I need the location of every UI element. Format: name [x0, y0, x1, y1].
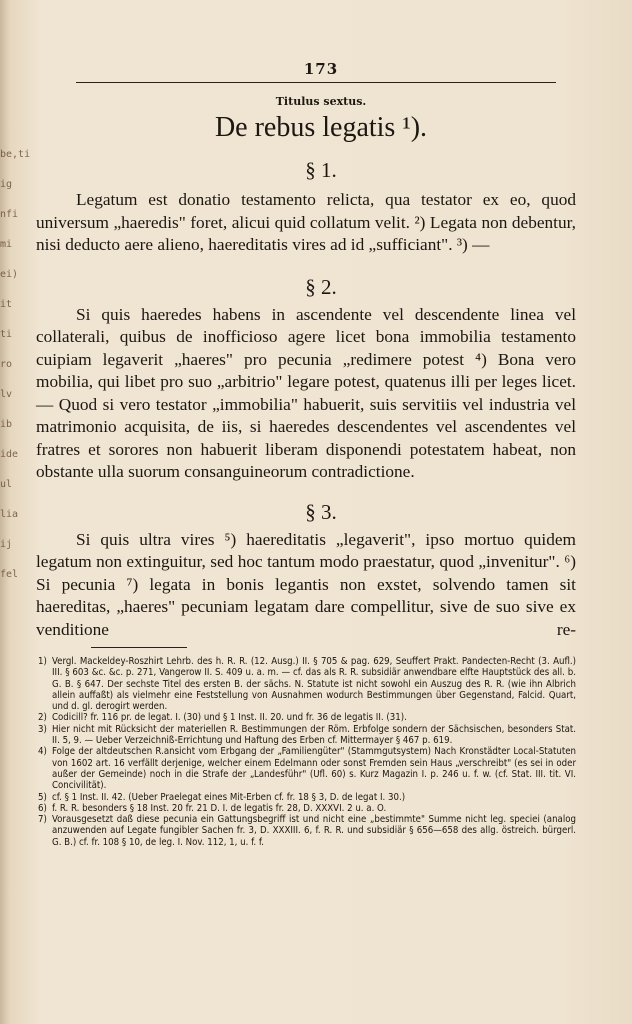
footnote — [38, 656, 576, 712]
footnote-number: 2) — [38, 712, 47, 724]
footnote-number: 1) — [38, 656, 47, 667]
section-3-text: Si quis ultra vires ⁵) haereditatis „legaverit", ipso mortuo quidem legatum non extinguitur, sed hoc tantum modo praestatur, quod „invenitur". ⁶) Si pecunia ⁷) legata in bonis legantis non exstet, solvendo tamen sit haereditas, „haeres" pecuniam legatam dare compellitur, sive de suo sive ex venditione re- — [36, 529, 576, 639]
bleed-through-margin-marks: be,ti ig nfi mi ei) it ti ro lv ib ide ul lia ij fel — [0, 149, 31, 580]
header-rule — [76, 82, 556, 83]
footnote-number: 5) — [38, 791, 47, 803]
footnote-text: Folge der altdeutschen R.ansicht vom Erbgang der „Familiengüter" (Stammgutsystem) Nach Kronstädter Local-Statuten von 1602 art. 16 verfällt derjenige, welcher einem Edelmann oder sonst Fremden sein Haus „verschreibt" (es sei in oder außer der Gemeinde) noch in die Strafe der „Landesführ" (Ufl. 60) s. Kurz Magazin I. p. 246 u. f. w. (cf. Stat. III. tit. VI. Concivilität). — [52, 746, 576, 792]
footnote-text: f. R. R. besonders § 18 Inst. 20 fr. 21 D. I. de legatis fr. 28, D. XXXVI. 2 u. a. O. — [52, 802, 387, 814]
footnote-text: Vergl. Mackeldey-Roszhirt Lehrb. des h. R. R. (12. Ausg.) II. § 705 & pag. 629, Seuffert Prakt. Pandecten-Recht (3. Aufl.) III. § 603 &c. &c. p. 271, Vangerow II. S. 409 u. a. m. — cf. das als R. R. subsidiär anwendbare elfte Hauptstück des all. b. G. B. § 647. Der sechste Titel des ersten B. der sächs. N. Statute ist nicht sowohl ein Auszug des R. R. (wie ihn Albrich allein auffaßt) als vielmehr eine Feststellung von Ausnahmen wodurch Bestimmungen über Gegenstand, Falcid. Quart, und d. gl. derogirt werden. — [52, 656, 576, 713]
footnote — [38, 792, 576, 803]
section-1-heading: § 1. — [305, 158, 337, 182]
footnotes — [38, 656, 576, 848]
footnote — [38, 746, 576, 791]
footnote-text: Vorausgesetzt daß diese pecunia ein Gattungsbegriff ist und nicht eine „bestimmte" Summe nicht leg. speciei (analog anzuwenden auf Legate fungibler Sachen fr. 3, D. XXXIII. 6, f. R. R. und subsidiär § 656—658 des allg. östreich. bürgerl. G. B.) cf. fr. 108 § 10, de leg. I. Nov. 112, 1, u. f. f. — [52, 814, 576, 848]
footnote-number: 7) — [38, 814, 47, 826]
footnote — [38, 712, 576, 723]
footnote-text: Codicill? fr. 116 pr. de legat. I. (30) und § 1 Inst. II. 20. und fr. 36 de legatis II. (31). — [52, 712, 407, 724]
page-content — [36, 60, 576, 848]
titulus-label: Titulus sextus. — [275, 95, 367, 108]
footnote-text: Hier nicht mit Rücksicht der materiellen R. Bestimmungen der Röm. Erbfolge sondern der Sächsischen, besonders Stat. II. 5, 9. — Ueber Verzeichniß-Errichtung und Haftung des Erben cf. Mittermayer § 467 p. 619. — [52, 723, 576, 747]
footnote-number: 3) — [38, 723, 47, 735]
footnote-number: 6) — [38, 802, 47, 814]
footnote — [38, 803, 576, 814]
section-2-text: Si quis haeredes habens in ascendente vel descendente linea vel collaterali, quibus de inofficioso agere licet bona immobilia testamento cuipiam legaverit „haeres" pro pecunia „redimere potest ⁴) Bona vero mobilia, qui libet pro suo „arbitrio" legare potest, quatenus illi per leges licet. — Quod si vero testator „immobilia" habuerit, suis servitiis vel industria vel matrimonio acquisita, de iis, si haeredes descendentes vel ascendentes vel fratres et sorores non habuerit liberam disponendi potestatem habeat, non obstante ulla suorum consanguineorum contradictione. — [36, 304, 576, 481]
footnote-number: 4) — [38, 746, 47, 758]
section-2-heading: § 2. — [305, 274, 337, 299]
footnote — [38, 814, 576, 848]
footnote-rule — [91, 647, 187, 648]
chapter-title: De rebus legatis ¹). — [214, 112, 428, 143]
page-number: 173 — [303, 60, 339, 78]
footnote-text: cf. § 1 Inst. II. 42. (Ueber Praelegat eines Mit-Erben cf. fr. 18 § 3, D. de legat I. 30.) — [52, 791, 406, 803]
footnote — [38, 724, 576, 747]
section-3-heading: § 3. — [305, 499, 337, 524]
section-1-text: Legatum est donatio testamento relicta, qua testator ex eo, quod universum „haeredis" foret, alicui quid collatum velit. ²) Legata non debentur, nisi deducto aere alieno, haereditatis vires ad id „sufficiant". ³) — — [36, 190, 576, 254]
